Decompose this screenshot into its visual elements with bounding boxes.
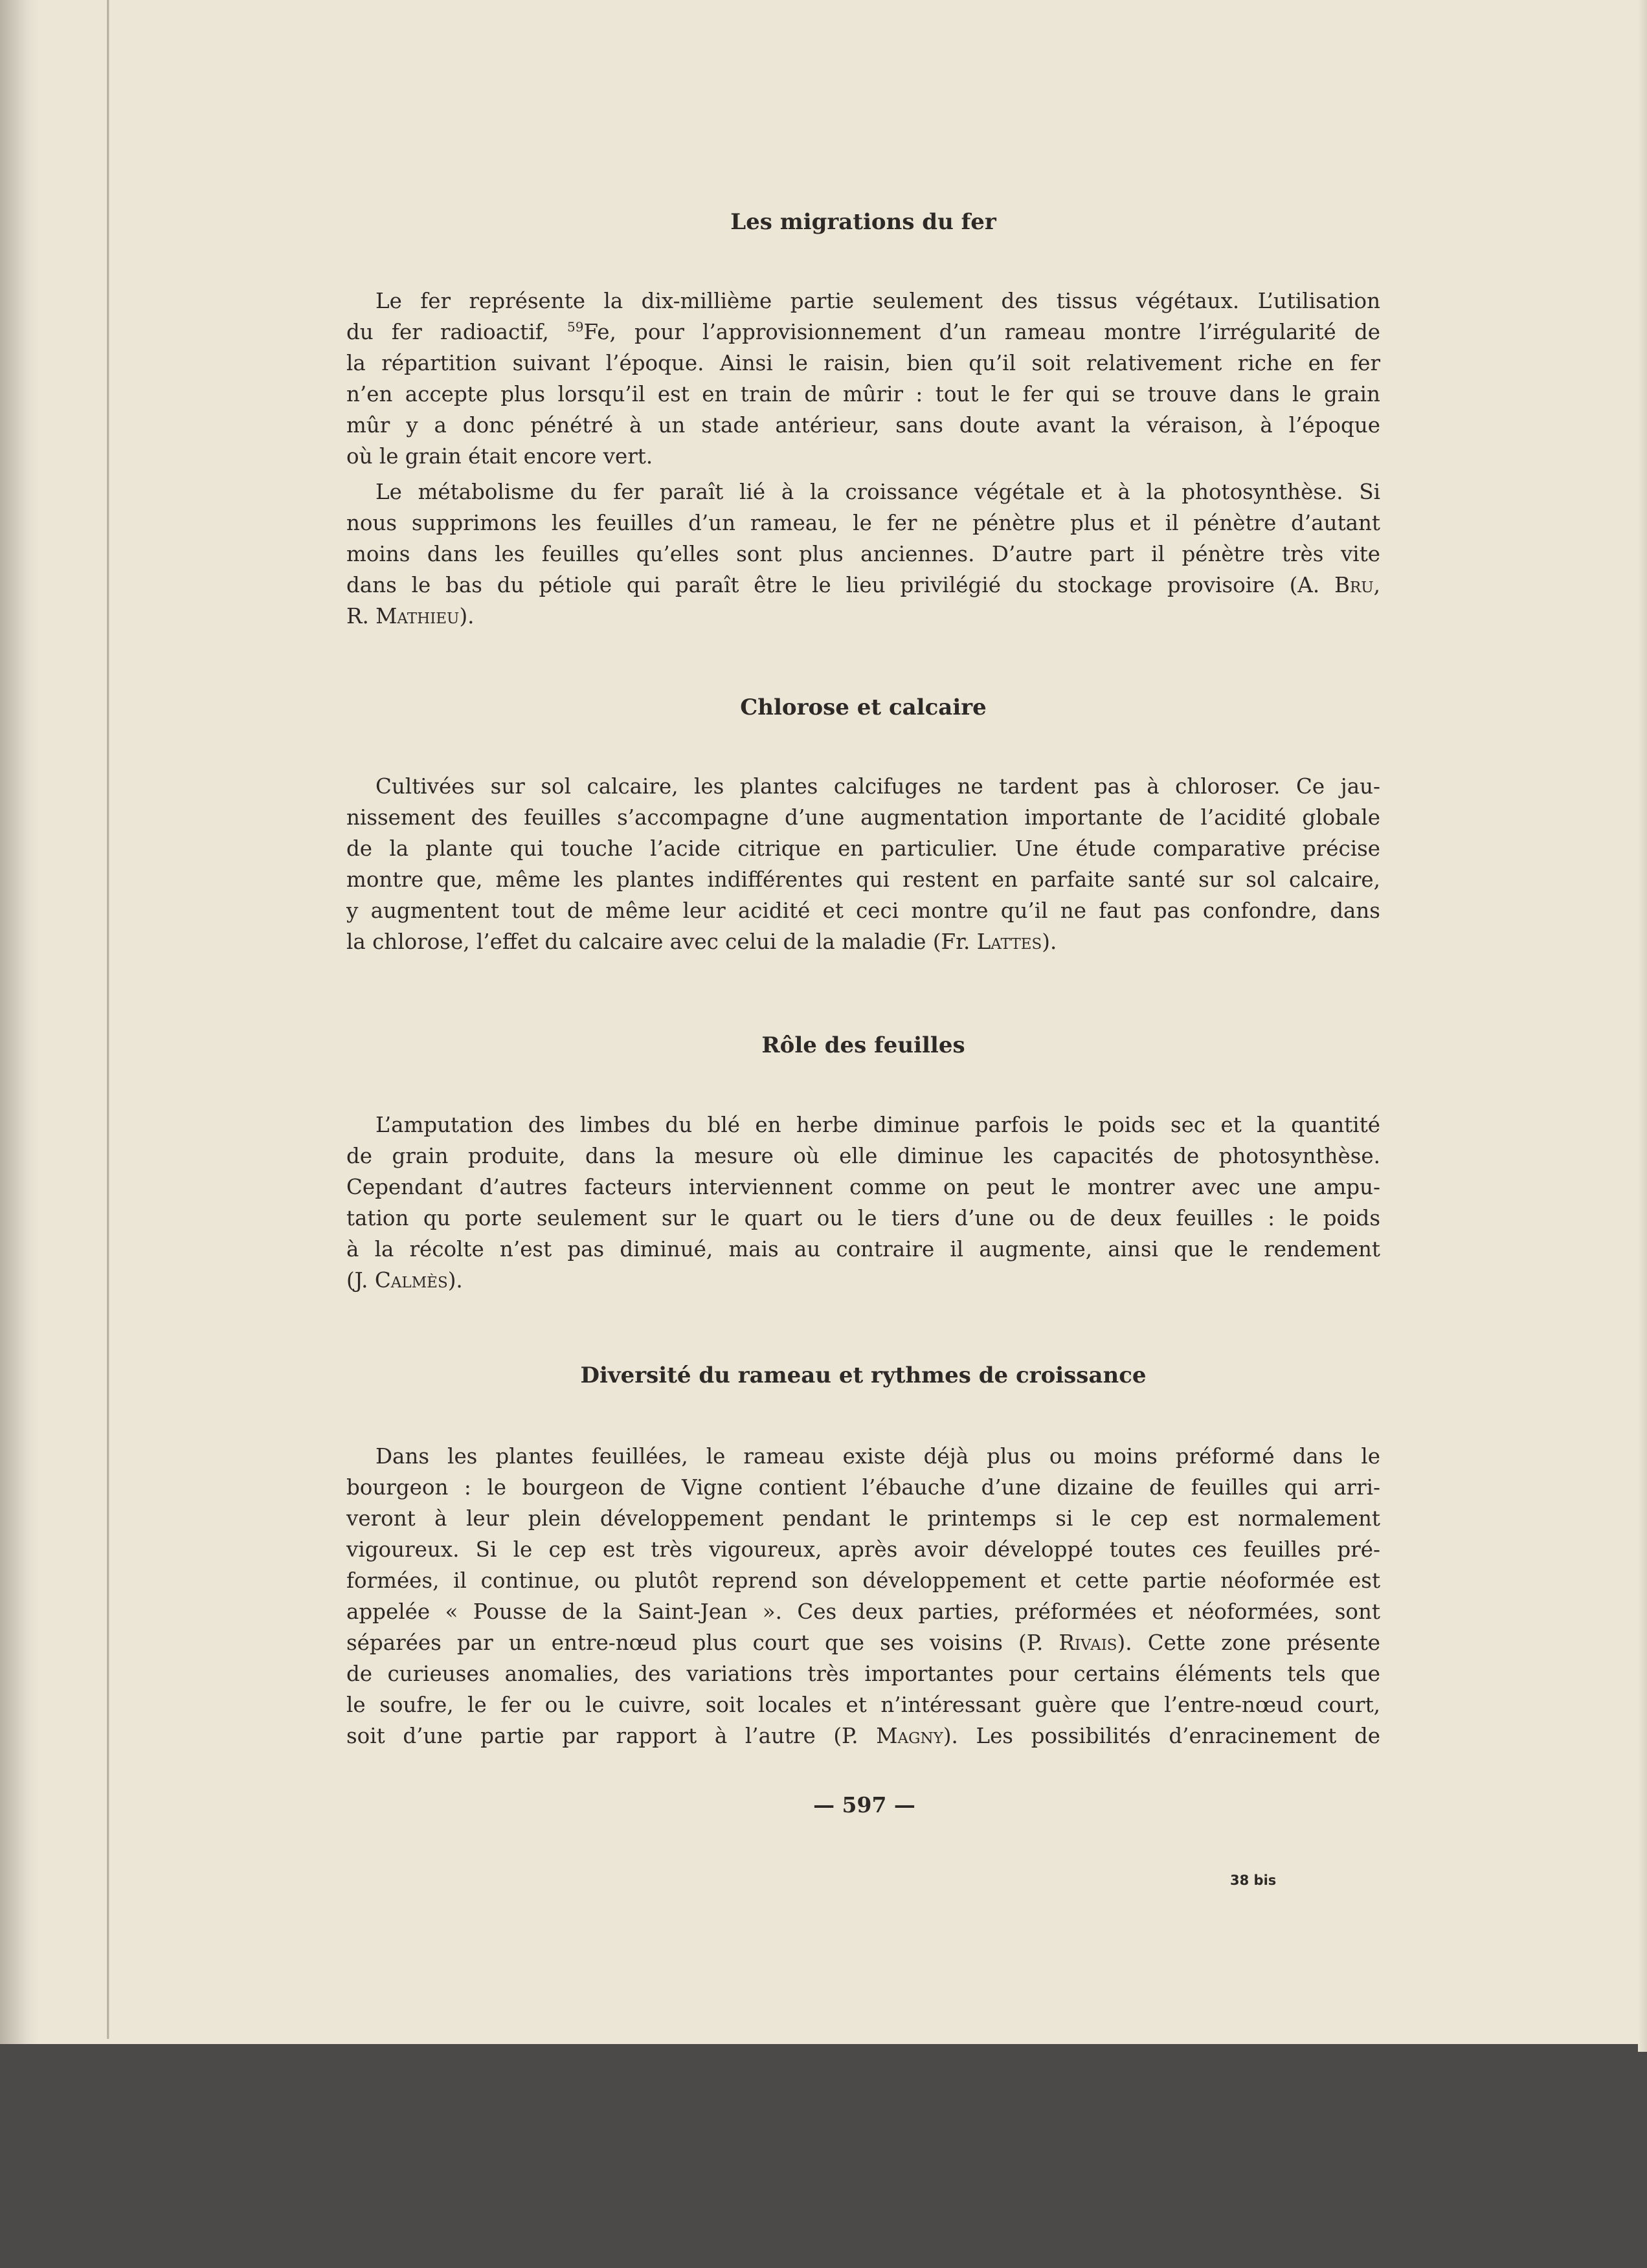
text-run: , bbox=[1373, 573, 1380, 597]
text-line: appelée « Pousse de la Saint-Jean ». Ces deux parties, préformées et néoformées, sont bbox=[346, 1599, 1380, 1624]
text-run: R. bbox=[346, 604, 376, 628]
text-line: de grain produite, dans la mesure où elle diminue les capacités de photosynthèse. bbox=[346, 1144, 1380, 1168]
text-run: dans le bas du pétiole qui paraît être le lieu privilégié du stockage provisoire (A. bbox=[346, 573, 1335, 597]
text-run: ). bbox=[1042, 929, 1057, 954]
text-line: nous supprimons les feuilles d’un rameau, le fer ne pénètre plus et il pénètre d’autant bbox=[346, 511, 1380, 535]
text-line bbox=[346, 572, 1380, 598]
sheet-mark: 38 bis bbox=[1230, 1873, 1277, 1888]
text-line: la répartition suivant l’époque. Ainsi le raisin, bien qu’il soit relativement riche en fer bbox=[346, 351, 1380, 375]
text-line: montre que, même les plantes indifférentes qui restent en parfaite santé sur sol calcaire, bbox=[346, 867, 1380, 892]
text-line bbox=[346, 319, 1380, 345]
text-line: nissement des feuilles s’accompagne d’une augmentation importante de l’acidité globale bbox=[346, 805, 1380, 830]
text-run: ). bbox=[459, 604, 475, 628]
author-name: Mathieu bbox=[375, 604, 460, 628]
text-line: y augmentent tout de même leur acidité et ceci montre qu’il ne faut pas confondre, dans bbox=[346, 898, 1380, 923]
author-name: Rivais bbox=[1059, 1630, 1117, 1655]
page-number: — 597 — bbox=[813, 1792, 915, 1818]
text-run: ). Cette zone présente bbox=[1117, 1630, 1380, 1655]
text-line: Dans les plantes feuillées, le rameau existe déjà plus ou moins préformé dans le bbox=[375, 1444, 1380, 1469]
text-line: vigoureux. Si le cep est très vigoureux, après avoir développé toutes ces feuilles pré- bbox=[346, 1537, 1380, 1562]
text-run: ). bbox=[447, 1268, 463, 1293]
text-line: moins dans les feuilles qu’elles sont plus anciennes. D’autre part il pénètre très vite bbox=[346, 542, 1380, 566]
section-heading: Les migrations du fer bbox=[730, 209, 996, 235]
text-line bbox=[346, 603, 1380, 629]
text-line: de la plante qui touche l’acide citrique en particulier. Une étude comparative précise bbox=[346, 836, 1380, 861]
text-line: mûr y a donc pénétré à un stade antérieur, sans doute avant la véraison, à l’époque bbox=[346, 413, 1380, 438]
text-run: Fe, pour l’approvisionnement d’un rameau montre l’irrégularité de bbox=[583, 320, 1380, 344]
superscript: 59 bbox=[567, 319, 584, 335]
text-line bbox=[346, 1723, 1380, 1749]
text-line: veront à leur plein développement pendant le printemps si le cep est normalement bbox=[346, 1506, 1380, 1531]
page-right-edge bbox=[1638, 0, 1647, 2052]
text-run: (J. bbox=[346, 1268, 375, 1293]
text-run: la chlorose, l’effet du calcaire avec celui de la maladie (Fr. bbox=[346, 929, 977, 954]
text-line: à la récolte n’est pas diminué, mais au contraire il augmente, ainsi que le rendement bbox=[346, 1237, 1380, 1262]
text-line: tation qu porte seulement sur le quart ou le tiers d’une ou de deux feuilles : le poids bbox=[346, 1206, 1380, 1230]
text-line: formées, il continue, ou plutôt reprend son développement et cette partie néoformée est bbox=[346, 1568, 1380, 1593]
text-line bbox=[346, 1630, 1380, 1656]
text-run: séparées par un entre-nœud plus court que ses voisins (P. bbox=[346, 1630, 1059, 1655]
text-line: n’en accepte plus lorsqu’il est en train de mûrir : tout le fer qui se trouve dans le grain bbox=[346, 382, 1380, 406]
text-line: Cultivées sur sol calcaire, les plantes calcifuges ne tardent pas à chloroser. Ce jau- bbox=[375, 774, 1380, 799]
text-line bbox=[346, 1267, 1380, 1293]
text-line: Cependant d’autres facteurs interviennent comme on peut le montrer avec une ampu- bbox=[346, 1175, 1380, 1199]
text-line: bourgeon : le bourgeon de Vigne contient l’ébauche d’une dizaine de feuilles qui arri- bbox=[346, 1475, 1380, 1500]
author-name: Magny bbox=[876, 1724, 943, 1748]
section-heading: Chlorose et calcaire bbox=[740, 695, 987, 720]
text-line: Le fer représente la dix-millième partie seulement des tissus végétaux. L’utilisation bbox=[375, 289, 1380, 313]
section-heading: Rôle des feuilles bbox=[761, 1032, 965, 1058]
binding-shadow bbox=[0, 0, 39, 2044]
author-name: Calmès bbox=[374, 1268, 448, 1293]
text-line: où le grain était encore vert. bbox=[346, 444, 653, 469]
text-run: ). Les possibilités d’enracinement de bbox=[943, 1724, 1380, 1748]
text-line: le soufre, le fer ou le cuivre, soit locales et n’intéressant guère que l’entre-nœud court, bbox=[346, 1693, 1380, 1717]
text-run: soit d’une partie par rapport à l’autre (P. bbox=[346, 1724, 877, 1748]
author-name: Lattes bbox=[976, 929, 1042, 954]
text-line bbox=[346, 929, 1380, 955]
section-heading: Diversité du rameau et rythmes de croissance bbox=[580, 1362, 1147, 1388]
page-fold-line bbox=[107, 0, 109, 2039]
text-line: de curieuses anomalies, des variations très importantes pour certains éléments tels que bbox=[346, 1662, 1380, 1686]
text-line: L’amputation des limbes du blé en herbe diminue parfois le poids sec et la quantité bbox=[375, 1113, 1380, 1137]
author-name: Bru bbox=[1334, 573, 1374, 597]
text-run: du fer radioactif, bbox=[346, 320, 568, 344]
text-line: Le métabolisme du fer paraît lié à la croissance végétale et à la photosynthèse. Si bbox=[375, 480, 1380, 504]
